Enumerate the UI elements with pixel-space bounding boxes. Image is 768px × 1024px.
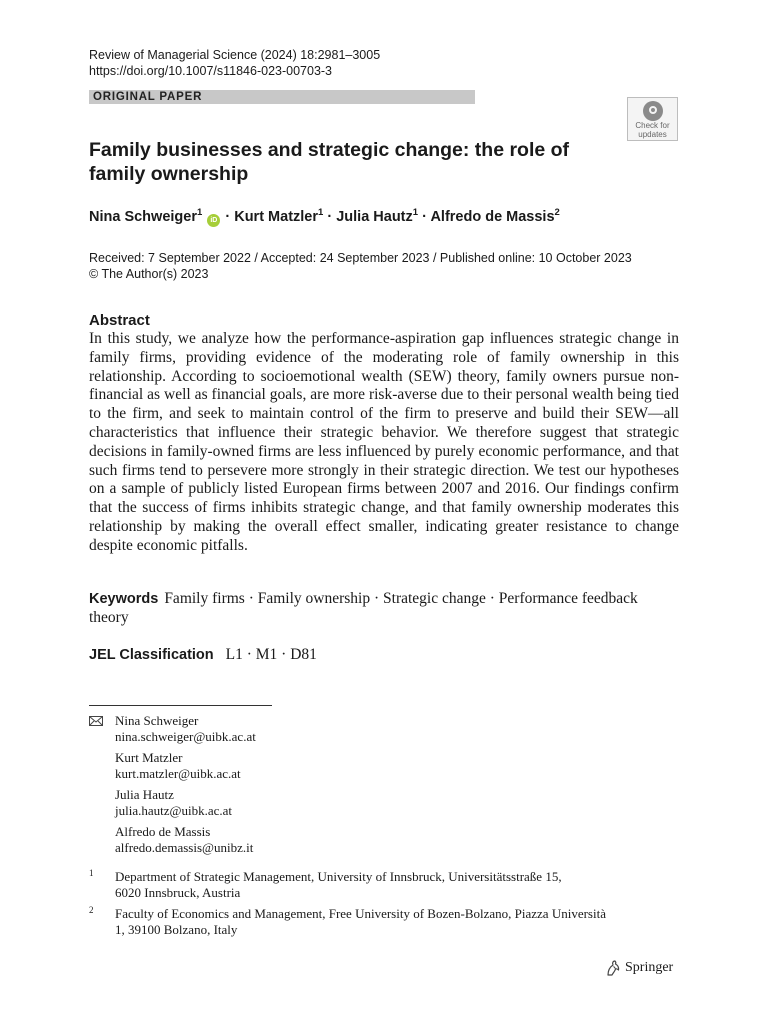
article-type-banner: ORIGINAL PAPER — [89, 90, 475, 104]
jel-codes: L1 · M1 · D81 — [225, 646, 317, 663]
author-name: Nina Schweiger — [89, 209, 197, 225]
contact-block — [115, 787, 232, 818]
author-name: Alfredo de Massis — [430, 209, 555, 225]
contact-name: Alfredo de Massis — [115, 824, 211, 839]
keywords — [89, 590, 679, 627]
jel-classification — [89, 646, 317, 665]
contact-block — [115, 750, 241, 781]
check-updates-line2: updates — [638, 129, 667, 139]
affiliation-line: 6020 Innsbruck, Austria — [115, 884, 241, 900]
contact-email[interactable]: julia.hautz@uibk.ac.at — [115, 802, 233, 818]
footnote-divider — [89, 705, 272, 706]
journal-doi[interactable]: https://doi.org/10.1007/s11846-023-00703-3 — [89, 64, 333, 78]
contact-name: Nina Schweiger — [115, 713, 199, 728]
contact-email[interactable]: kurt.matzler@uibk.ac.at — [115, 765, 241, 781]
author-separator: · — [225, 209, 231, 225]
author-affiliation-mark: 2 — [554, 207, 560, 218]
contact-block — [115, 824, 253, 855]
contact-email[interactable]: nina.schweiger@uibk.ac.at — [115, 728, 256, 744]
envelope-icon — [89, 716, 103, 726]
author-affiliation-mark: 1 — [412, 207, 419, 218]
author-affiliation-mark: 1 — [196, 207, 203, 218]
affiliation — [89, 869, 679, 900]
abstract-text: In this study, we analyze how the performance-aspiration gap influences strategic change in family firms, providing evidence of the moderating role of family ownership in this relationship. According to socioemotional wealth (SEW) theory, family owners pursue non-financial as well as financial goals, are more risk-averse due to their personal wealth being tied to the firm, and seek to maintain control of the firm to preserve and build their SEW—all characteristics that influence their strategic behavior. We therefore suggest that strategic decisions in family-owned firms are less influenced by purely economic performance, and that such firms tend to persevere more strongly in their strategic direction. We test our hypotheses on a sample of publicly listed European firms between 2007 and 2016. Our findings confirm that the success of firms inhibits strategic change, and that family ownership moderates this relationship by making the overall effect smaller, indicating greater resistance to change despite economic pitfalls. — [89, 330, 679, 554]
author-separator: · — [422, 209, 427, 225]
crossmark-icon — [643, 101, 663, 121]
publisher-name: Springer — [625, 960, 674, 975]
springer-horse-icon — [604, 959, 622, 977]
jel-heading: JEL Classification — [89, 647, 214, 663]
received-accepted-published: Received: 7 September 2022 / Accepted: 24 September 2023 / Published online: 10 October 2023 — [89, 251, 632, 265]
affiliation-number: 1 — [89, 868, 94, 878]
affiliation-line: Department of Strategic Management, University of Innsbruck, Universitätsstraße 15, — [115, 869, 562, 884]
author-name: Julia Hautz — [336, 209, 413, 225]
abstract-heading: Abstract — [89, 312, 150, 329]
orcid-icon[interactable]: iD — [207, 214, 220, 227]
author-affiliation-mark: 1 — [318, 207, 324, 218]
check-for-updates-badge[interactable] — [627, 97, 678, 141]
paper-title: Family businesses and strategic change: the role of family ownership — [89, 139, 570, 185]
contact-email[interactable]: alfredo.demassis@unibz.it — [115, 839, 254, 855]
author-name: Kurt Matzler — [234, 209, 319, 225]
keywords-text: Family firms · Family ownership · Strategic change · Performance feedback theory — [89, 590, 638, 626]
contact-name: Julia Hautz — [115, 787, 174, 802]
contact-block — [115, 713, 256, 744]
journal-info — [89, 47, 380, 79]
author-separator: · — [327, 209, 333, 225]
check-updates-line1: Check for — [635, 121, 670, 130]
contact-name: Kurt Matzler — [115, 750, 183, 765]
affiliation-line: Faculty of Economics and Management, Free University of Bozen-Bolzano, Piazza Università — [115, 906, 606, 921]
copyright-line: © The Author(s) 2023 — [89, 267, 209, 281]
affiliation-number: 2 — [89, 905, 94, 915]
affiliation — [89, 906, 679, 937]
publication-dates — [89, 250, 632, 282]
affiliation-line: 1, 39100 Bolzano, Italy — [115, 921, 238, 937]
journal-citation: Review of Managerial Science (2024) 18:2981–3005 — [89, 48, 381, 62]
keywords-heading: Keywords — [89, 591, 159, 607]
author-list — [89, 207, 560, 227]
